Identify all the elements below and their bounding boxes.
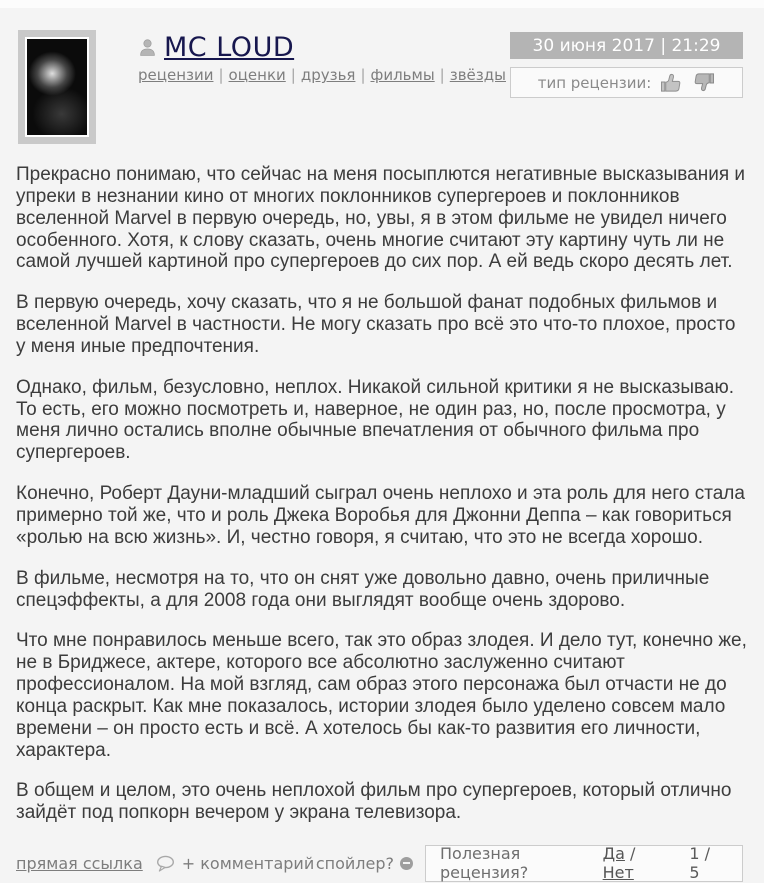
spoiler-minus-icon[interactable] <box>400 857 413 870</box>
review-type-label: тип рецензии: <box>537 73 652 92</box>
review-paragraph: В общем и целом, это очень неплохой фильм про супергероев, который отлично зайдёт под попкорн вечером у экрана телевизора. <box>16 780 732 824</box>
separator: | <box>439 66 445 84</box>
review-type-box <box>510 67 743 98</box>
user-avatar[interactable] <box>18 30 96 144</box>
thumb-down-icon[interactable] <box>692 72 715 93</box>
header-right-column <box>510 32 743 98</box>
review-paragraph: Что мне понравилось меньше всего, так это образ злодея. И дело тут, конечно же, не в Бриджесе, актере, которого все абсолютно заслуженно считают профессионалом. На мой взгляд, сам образ этого персонажа был отчасти не до конца раскрыт. Как мне показалось, истории злодея было уделено совсем мало времени – он просто есть и всё. А хотелось бы как-то развития его личности, характера. <box>16 630 747 761</box>
review-paragraph: В фильме, несмотря на то, что он снят уже довольно давно, очень приличные спецэффекты, а для 2008 года они выглядят вообще очень здорово. <box>16 567 710 611</box>
user-nav-link[interactable]: друзья <box>300 66 356 84</box>
vote-yes-link[interactable]: Да <box>602 844 625 864</box>
separator: | <box>360 66 366 84</box>
review-date-badge: 30 июня 2017 | 21:29 <box>510 32 743 59</box>
direct-link[interactable]: прямая ссылка <box>16 853 143 873</box>
review-paragraph: Однако, фильм, безусловно, неплох. Никакой сильной критики я не высказываю. То есть, его можно посмотреть и, наверное, не один раз, но, после просмотра, у меня лично остались вполне обычные впечатления от обычного фильма про супергероев. <box>16 376 735 464</box>
review-header <box>0 8 764 144</box>
thumb-up-icon[interactable] <box>660 72 683 93</box>
separator: | <box>290 66 296 84</box>
comment-bubble-icon[interactable] <box>156 855 176 872</box>
avatar-photo <box>25 37 89 137</box>
review-paragraph: Конечно, Роберт Дауни-младший сыграл очень неплохо и эта роль для него стала примерно той же, что и роль Джека Воробья для Джонни Деппа – как говориться «ролью на всю жизнь». И, честно говоря, я считаю, что это не всегда хорошо. <box>16 483 745 548</box>
spoiler-label: спойлер? <box>315 853 394 873</box>
page-top-strip <box>0 0 764 8</box>
useful-review-box <box>425 845 743 882</box>
user-icon <box>138 38 157 57</box>
review-text <box>0 164 764 824</box>
review-paragraph: В первую очередь, хочу сказать, что я не большой фанат подобных фильмов и вселенной Marvel в частности. Не могу сказать про всё это что-то плохое, просто у меня иные предпочтения. <box>16 292 736 357</box>
username-link[interactable]: MC LOUD <box>164 32 295 63</box>
spoiler-group <box>316 854 413 873</box>
review-footer <box>0 843 764 883</box>
user-nav-link[interactable]: звёзды <box>449 66 506 84</box>
yes-no-slash: / <box>624 844 636 864</box>
user-nav-link[interactable]: оценки <box>228 66 286 84</box>
add-comment-link[interactable]: + комментарий <box>181 853 315 873</box>
separator: | <box>218 66 224 84</box>
vote-no-link[interactable]: Нет <box>602 863 634 883</box>
votes-count: 1 / 5 <box>689 844 710 883</box>
review-paragraph: Прекрасно понимаю, что сейчас на меня посыплются негативные высказывания и упреки в незнании кино от многих поклонников супергероев и поклонников вселенной Marvel в первую очередь, но, увы, я в этом фильме не увидел ничего особенного. Хотя, к слову сказать, очень многие считают эту картину чуть ли не самой лучшей картиной про супергероев до сих пор. А ей ведь скоро десять лет. <box>16 164 745 273</box>
user-nav-link[interactable]: фильмы <box>370 66 435 84</box>
user-nav-link[interactable]: рецензии <box>138 66 214 84</box>
useful-question: Полезная рецензия? <box>440 844 529 883</box>
